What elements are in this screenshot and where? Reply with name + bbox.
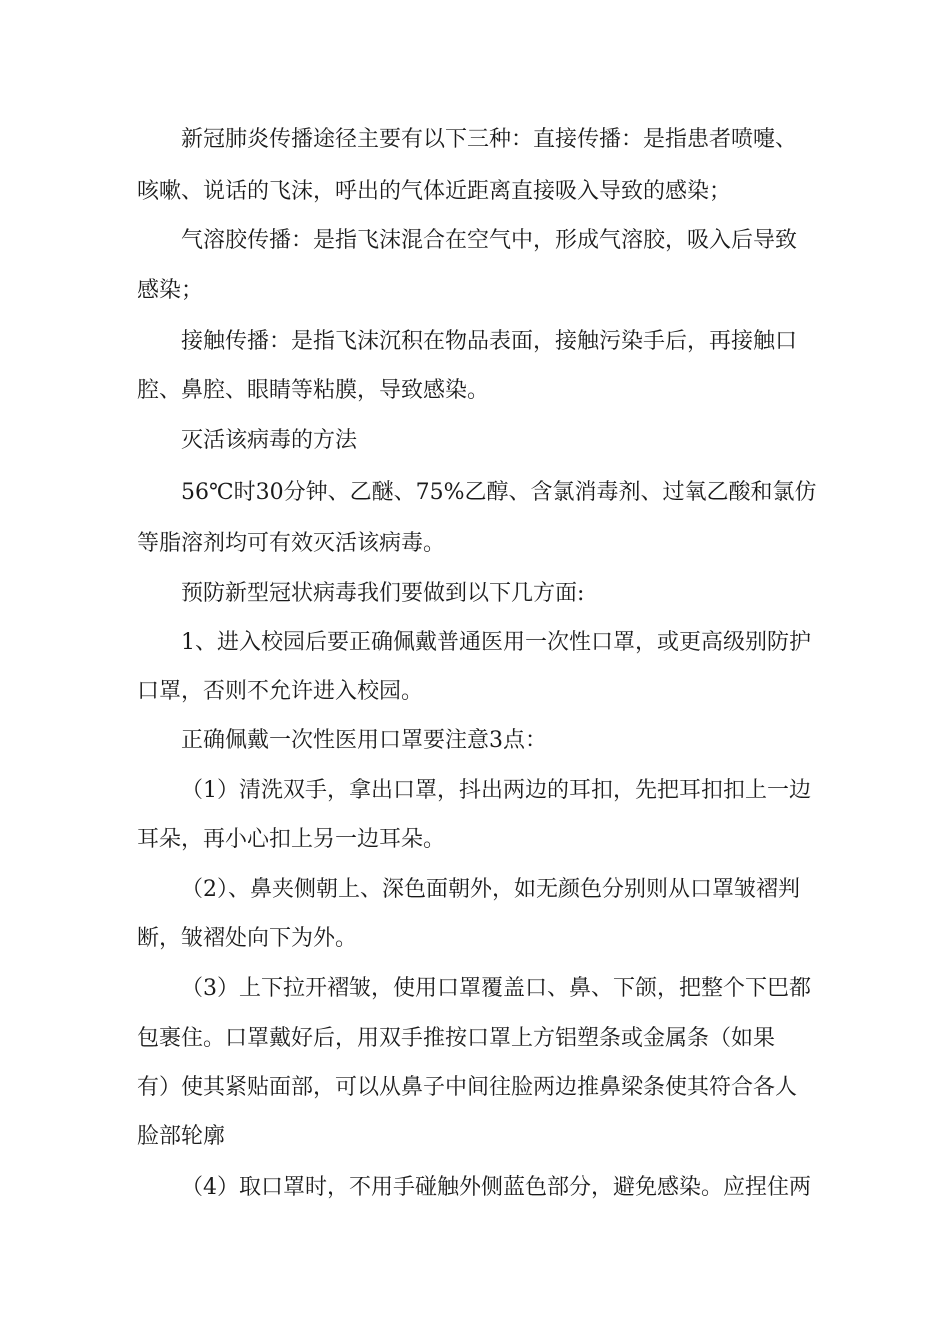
text-line: 接触传播：是指飞沫沉积在物品表面，接触污染手后，再接触口 bbox=[181, 329, 798, 354]
text-line: 口罩，否则不允许进入校园。 bbox=[137, 679, 424, 704]
text-line: 脸部轮廓 bbox=[137, 1124, 226, 1149]
text-line: 有）使其紧贴面部，可以从鼻子中间往脸两边推鼻梁条使其符合各人 bbox=[137, 1075, 798, 1100]
step-3: （3）上下拉开褶皱，使用口罩覆盖口、鼻、下颌，把整个下巴都 bbox=[181, 976, 811, 1001]
step-1: （1）清洗双手，拿出口罩，抖出两边的耳扣，先把耳扣扣上一边 bbox=[181, 778, 811, 803]
section-heading: 灭活该病毒的方法 bbox=[181, 428, 358, 453]
text-line: 预防新型冠状病毒我们要做到以下几方面: bbox=[181, 581, 585, 606]
text-line: 包裹住。口罩戴好后，用双手推按口罩上方铝塑条或金属条（如果 bbox=[137, 1026, 776, 1051]
step-4: （4）取口罩时，不用手碰触外侧蓝色部分，避免感染。应捏住两 bbox=[181, 1175, 811, 1200]
text-line: 耳朵，再小心扣上另一边耳朵。 bbox=[137, 827, 446, 852]
text-line: 气溶胶传播：是指飞沫混合在空气中，形成气溶胶，吸入后导致 bbox=[181, 228, 798, 253]
list-item-1: 1、进入校园后要正确佩戴普通医用一次性口罩，或更高级别防护 bbox=[181, 630, 811, 655]
step-2: （2）、鼻夹侧朝上、深色面朝外，如无颜色分别则从口罩皱褶判 bbox=[181, 877, 800, 902]
text-line: 感染； bbox=[137, 278, 204, 303]
text-line: 56℃时30分钟、乙醚、75%乙醇、含氯消毒剂、过氧乙酸和氯仿 bbox=[181, 480, 817, 505]
text-line: 正确佩戴一次性医用口罩要注意3点： bbox=[181, 728, 547, 753]
text-line: 咳嗽、说话的飞沫，呼出的气体近距离直接吸入导致的感染； bbox=[137, 179, 732, 204]
text-line: 新冠肺炎传播途径主要有以下三种：直接传播：是指患者喷嚏、 bbox=[181, 127, 798, 152]
text-line: 断，皱褶处向下为外。 bbox=[137, 926, 358, 951]
text-line: 腔、鼻腔、眼睛等粘膜，导致感染。 bbox=[137, 378, 490, 403]
text-line: 等脂溶剂均可有效灭活该病毒。 bbox=[137, 531, 446, 556]
